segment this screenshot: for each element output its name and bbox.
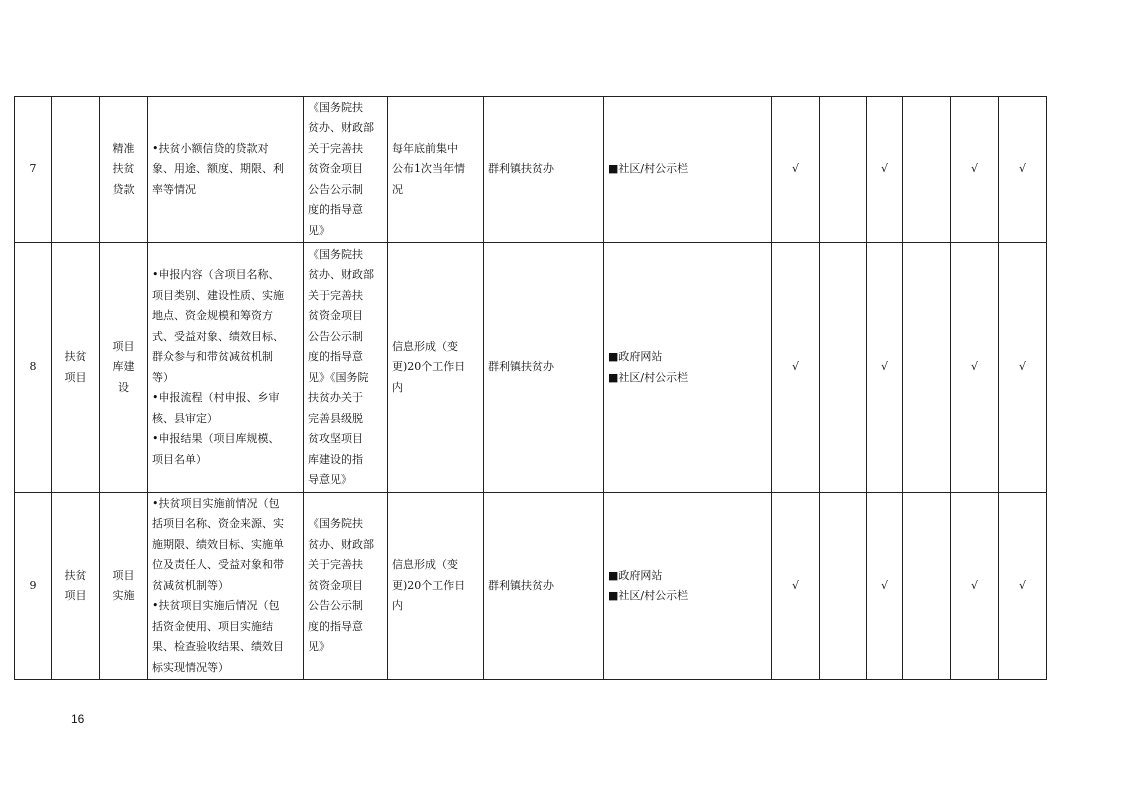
basis-line: 导意见》 bbox=[308, 473, 352, 486]
basis-line: 贫办、财政部 bbox=[308, 537, 374, 551]
time-line: 公布1次当年情 bbox=[392, 162, 465, 176]
check-mark-cell bbox=[820, 97, 867, 243]
subject-cell: 群利镇扶贫办 bbox=[484, 493, 604, 680]
check-mark-cell bbox=[820, 243, 867, 493]
basis-line: 贫攻坚项目 bbox=[308, 432, 363, 445]
basis-line: 度的指导意 bbox=[308, 350, 363, 363]
basis-line: 《国务院扶 bbox=[308, 247, 363, 261]
content-line: 项目名单） bbox=[152, 452, 207, 466]
content-line: 群众参与和带贫减贫机制 bbox=[152, 350, 273, 363]
check-mark-cell: √ bbox=[867, 493, 903, 680]
item-cell bbox=[100, 493, 148, 680]
row-number: 8 bbox=[15, 243, 52, 493]
content-line: •申报结果（项目库规模、 bbox=[152, 432, 280, 445]
item-line: 项目 bbox=[112, 339, 135, 353]
category-cell bbox=[52, 243, 100, 493]
check-mark-cell bbox=[903, 97, 951, 243]
content-line: 率等情况 bbox=[152, 182, 196, 196]
row-number: 9 bbox=[15, 493, 52, 680]
time-cell bbox=[388, 493, 484, 680]
check-mark-cell: √ bbox=[951, 97, 999, 243]
basis-line: 《国务院扶 bbox=[308, 100, 363, 114]
check-mark-cell: √ bbox=[867, 97, 903, 243]
time-line: 内 bbox=[392, 380, 403, 394]
subject-cell: 群利镇扶贫办 bbox=[484, 97, 604, 243]
content-line: 括项目名称、资金来源、实 bbox=[152, 517, 284, 531]
time-cell bbox=[388, 97, 484, 243]
basis-line: 贫资金项目 bbox=[308, 309, 363, 322]
basis-cell bbox=[304, 97, 388, 243]
basis-line: 库建设的指 bbox=[308, 452, 363, 466]
time-line: 更)20个工作日 bbox=[392, 578, 466, 592]
table-body bbox=[15, 97, 1047, 680]
item-line: 精准 bbox=[112, 141, 135, 155]
basis-cell bbox=[304, 243, 388, 493]
content-line: 括资金使用、项目实施结 bbox=[152, 619, 273, 633]
content-line: •申报内容（含项目名称、 bbox=[152, 268, 280, 281]
basis-line: 贫办、财政部 bbox=[308, 121, 374, 135]
check-mark-cell: √ bbox=[951, 493, 999, 680]
item-line: 贷款 bbox=[112, 182, 135, 196]
channel-line: ■政府网站 bbox=[608, 350, 663, 363]
subject-cell: 群利镇扶贫办 bbox=[484, 243, 604, 493]
category-line: 项目 bbox=[64, 589, 87, 602]
check-mark-cell: √ bbox=[999, 493, 1047, 680]
basis-line: 关于完善扶 bbox=[308, 288, 363, 302]
table-row bbox=[15, 243, 1047, 493]
item-cell bbox=[100, 243, 148, 493]
channel-line: ■社区/村公示栏 bbox=[608, 589, 689, 602]
basis-line: 度的指导意 bbox=[308, 619, 363, 633]
channel-line: ■政府网站 bbox=[608, 568, 663, 582]
content-line: 位及责任人、受益对象和带 bbox=[152, 558, 284, 572]
item-line: 项目 bbox=[112, 568, 135, 582]
check-mark-cell: √ bbox=[867, 243, 903, 493]
table-row bbox=[15, 493, 1047, 680]
basis-line: 公告公示制 bbox=[308, 182, 363, 196]
basis-line: 贫资金项目 bbox=[308, 162, 363, 176]
basis-line: 见》 bbox=[308, 223, 330, 237]
basis-line: 贫办、财政部 bbox=[308, 268, 374, 281]
content-line: 标实现情况等） bbox=[152, 660, 229, 674]
basis-line: 贫资金项目 bbox=[308, 578, 363, 592]
basis-line: 完善县级脱 bbox=[308, 411, 363, 425]
content-line: 地点、资金规模和筹资方 bbox=[152, 309, 273, 322]
item-cell bbox=[100, 97, 148, 243]
basis-line: 关于完善扶 bbox=[308, 558, 363, 572]
channel-cell bbox=[604, 243, 772, 493]
content-line: •扶贫项目实施后情况（包 bbox=[152, 599, 280, 613]
item-line: 设 bbox=[118, 380, 129, 394]
basis-cell bbox=[304, 493, 388, 680]
content-line: 象、用途、额度、期限、利 bbox=[152, 162, 284, 176]
basis-line: 公告公示制 bbox=[308, 599, 363, 613]
channel-cell bbox=[604, 97, 772, 243]
channel-line: ■社区/村公示栏 bbox=[608, 370, 689, 384]
row-number: 7 bbox=[15, 97, 52, 243]
time-cell bbox=[388, 243, 484, 493]
basis-line: 扶贫办关于 bbox=[308, 391, 363, 404]
content-line: 项目类别、建设性质、实施 bbox=[152, 288, 284, 302]
check-mark-cell: √ bbox=[951, 243, 999, 493]
time-line: 信息形成（变 bbox=[392, 558, 458, 572]
time-line: 每年底前集中 bbox=[392, 141, 458, 155]
basis-line: 见》《国务院 bbox=[308, 370, 369, 384]
check-mark-cell: √ bbox=[772, 493, 820, 680]
basis-line: 《国务院扶 bbox=[308, 517, 363, 531]
time-line: 况 bbox=[392, 182, 403, 196]
content-line: •申报流程（村申报、乡审 bbox=[152, 391, 280, 404]
basis-line: 度的指导意 bbox=[308, 203, 363, 217]
content-line: 果、检查验收结果、绩效目 bbox=[152, 640, 284, 654]
channel-line: ■社区/村公示栏 bbox=[608, 162, 689, 176]
time-line: 更)20个工作日 bbox=[392, 360, 466, 374]
channel-cell bbox=[604, 493, 772, 680]
check-mark-cell: √ bbox=[772, 97, 820, 243]
basis-line: 见》 bbox=[308, 640, 330, 654]
check-mark-cell bbox=[903, 243, 951, 493]
content-line: 核、县审定） bbox=[152, 411, 218, 425]
content-line: 式、受益对象、绩效目标、 bbox=[152, 329, 284, 343]
content-cell bbox=[148, 243, 304, 493]
item-line: 实施 bbox=[112, 589, 135, 602]
content-line: 施期限、绩效目标、实施单 bbox=[152, 537, 284, 551]
check-mark-cell bbox=[903, 493, 951, 680]
category-line: 项目 bbox=[64, 370, 87, 384]
category-line: 扶贫 bbox=[64, 568, 87, 582]
time-line: 内 bbox=[392, 599, 403, 613]
time-line: 信息形成（变 bbox=[392, 339, 458, 353]
check-mark-cell: √ bbox=[999, 97, 1047, 243]
category-cell bbox=[52, 97, 100, 243]
content-cell bbox=[148, 97, 304, 243]
page-number: 16 bbox=[71, 712, 85, 726]
content-line: •扶贫小额信贷的贷款对 bbox=[152, 141, 269, 155]
item-line: 扶贫 bbox=[112, 162, 135, 176]
basis-line: 关于完善扶 bbox=[308, 141, 363, 155]
table-row bbox=[15, 97, 1047, 243]
check-mark-cell: √ bbox=[772, 243, 820, 493]
content-line: •扶贫项目实施前情况（包 bbox=[152, 496, 280, 510]
content-cell bbox=[148, 493, 304, 680]
content-line: 等） bbox=[152, 370, 174, 384]
content-line: 贫减贫机制等） bbox=[152, 578, 229, 592]
item-line: 库建 bbox=[112, 360, 135, 374]
category-line: 扶贫 bbox=[64, 350, 87, 363]
check-mark-cell bbox=[820, 493, 867, 680]
check-mark-cell: √ bbox=[999, 243, 1047, 493]
basis-line: 公告公示制 bbox=[308, 329, 363, 343]
disclosure-table bbox=[14, 96, 1047, 680]
category-cell bbox=[52, 493, 100, 680]
